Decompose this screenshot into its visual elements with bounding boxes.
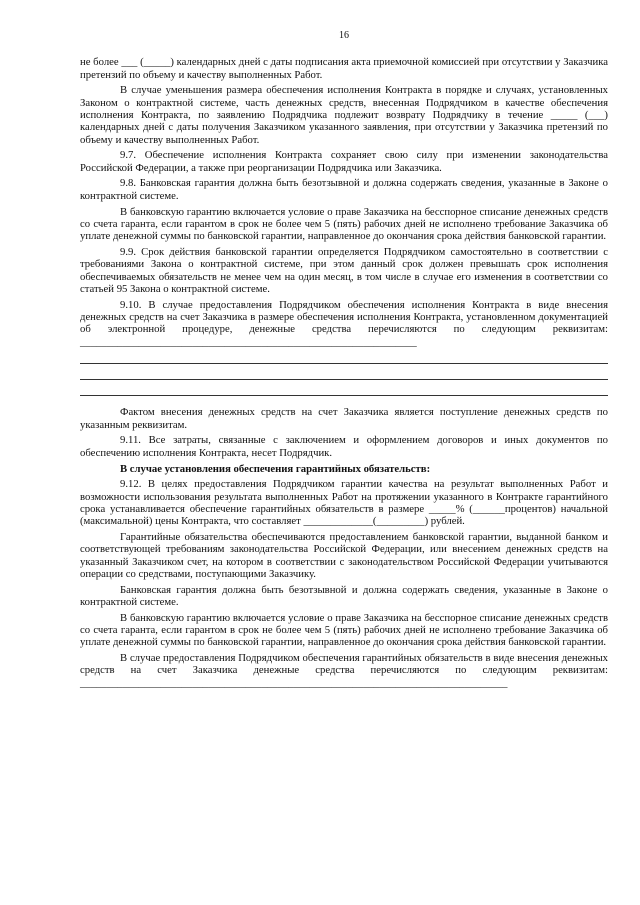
paragraph-bank-guarantee-condition: В банковскую гарантию включается условие о праве Заказчика на бесспорное списание денежных средств со счета гаранта, если гарантом в срок не более чем 5 (пять) рабочих дней не исполнено требование Заказчика об уплате денежной суммы по банковской гарантии, направленное до окончания срока действия банковской гарантии. [80,205,608,243]
paragraph-9-8: 9.8. Банковская гарантия должна быть безотзывной и должна содержать сведения, указанные в Законе о контрактной системе. [80,177,608,202]
requisites-blank-line-3 [80,383,608,396]
paragraph-9-12: 9.12. В целях предоставления Подрядчиком гарантии качества на результат выполненных Работ и возможности использования результата выполненных Работ на протяжении указанного в Контракте гарантийного срока устанавливается обеспечение гарантийных обязательств в размере _____% (______процентов) начальной (максимальной) цены Контракта, что составляет _____________(_________) рублей. [80,478,608,528]
paragraph-warranty-deposit: В случае предоставления Подрядчиком обеспечения гарантийных обязательств в виде внесения денежных средств на счет Заказчика денежные средства перечисляются по следующим реквизитам: ________________________________________________________________________________ [80,652,608,689]
paragraph-deposit-fact: Фактом внесения денежных средств на счет Заказчика является поступление денежных средств по указанным реквизитам. [80,406,608,431]
requisites-blank-line-2 [80,367,608,380]
page-number: 16 [339,30,349,41]
paragraph-guarantee-condition-2: В банковскую гарантию включается условие о праве Заказчика на бесспорное списание денежных средств со счета гаранта, если гарантом в срок не более чем 5 (пять) рабочих дней не исполнено требование Заказчика об уплате денежной суммы по банковской гарантии, направленное до окончания срока действия банковской гарантии. [80,611,608,649]
paragraph-9-11: 9.11. Все затраты, связанные с заключением и оформлением договоров и иных документов по обеспечению исполнения Контракта, несет Подрядчик. [80,434,608,459]
requisites-blank-line-1 [80,351,608,364]
paragraph-9-9: 9.9. Срок действия банковской гарантии определяется Подрядчиком самостоятельно в соответствии с требованиями Закона о контрактной системе, при этом данный срок должен превышать срок исполнения обеспечиваемых обязательств не менее чем на один месяц, в том числе в случае его изменения в соответствии со статьей 95 Закона о контрактной системе. [80,245,608,295]
paragraph-2: В случае уменьшения размера обеспечения исполнения Контракта в порядке и случаях, установленных Законом о контрактной системе, часть денежных средств, внесенная Подрядчиком в качестве обеспечения исполнения Контракта, по заявлению Подрядчика подлежит возврату Подрядчику в течение _____ (___) календарных дней с даты получения Заказчиком указанного заявления, при отсутствии у Заказчика претензий по объему и качеству выполненных Работ. [80,84,608,146]
paragraph-9-7: 9.7. Обеспечение исполнения Контракта сохраняет свою силу при изменении законодательства Российской Федерации, а также при реорганизации Подрядчика или Заказчика. [80,149,608,174]
section-heading-warranty: В случае установления обеспечения гарантийных обязательств: [120,462,431,475]
paragraph-9-10: 9.10. В случае предоставления Подрядчиком обеспечения исполнения Контракта в виде внесения денежных средств на счет Заказчика в размере обеспечения исполнения Контракта, установленном документацией об электронной процедуре, денежные средства перечисляются по следующим реквизитам: _______________________________________________________________ [80,298,608,348]
paragraph-warranty-obligations: Гарантийные обязательства обеспечиваются предоставлением банковской гарантии, выданной банком и соответствующей требованиям законодательства Российской Федерации, или внесением денежных средств на указанный Заказчиком счет, на котором в соответствии с законодательством Российской Федерации учитываются операции со средствами, поступающими Заказчику. [80,531,608,580]
paragraph-guarantee-irrevocable: Банковская гарантия должна быть безотзывной и должна содержать сведения, указанные в Законе о контрактной системе. [80,583,608,608]
paragraph-1: не более ___ (_____) календарных дней с даты подписания акта приемочной комиссией при отсутствии у Заказчика претензий по объему и качеству выполненных Работ. [80,56,608,81]
